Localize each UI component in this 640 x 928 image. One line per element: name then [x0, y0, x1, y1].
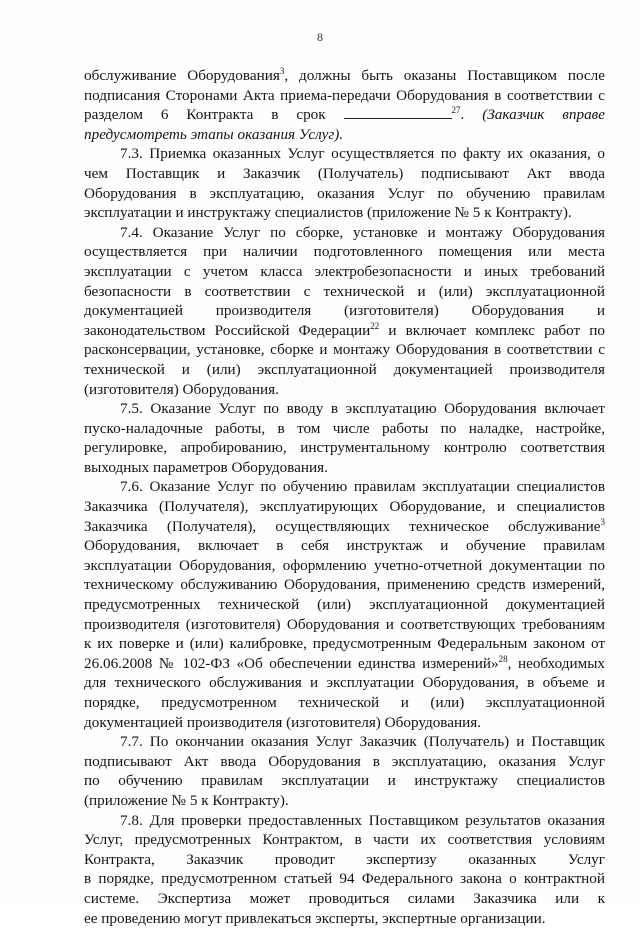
- text-line: эксплуатации и инструктажу специалистов (приложение № 5 к Контракту).: [84, 204, 572, 222]
- text-line: пуско-наладочные работы, в том числе работы по наладке, настройке,: [84, 419, 605, 437]
- text-line: 7.5. Оказание Услуг по вводу в эксплуатацию Оборудования включает: [120, 400, 605, 418]
- paragraph-7-2-continuation: [84, 66, 605, 144]
- paragraph-7-4: [84, 223, 605, 399]
- text-line: 7.6. Оказание Услуг по обучению правилам эксплуатации специалистов: [120, 478, 605, 496]
- footnote-ref: 3: [600, 516, 605, 527]
- text-line: обслуживание Оборудования$^3$, должны быть оказаны Поставщиком после: [84, 66, 605, 84]
- text-line: производителя (изготовителя) Оборудования и соответствующих требованиям: [84, 615, 605, 633]
- text-line: 7.4. Оказание Услуг по сборке, установке и монтажу Оборудования: [120, 223, 605, 241]
- text-line: Заказчика (Получателя), эксплуатирующих Оборудование, и специалистов: [84, 498, 605, 516]
- text-line: для технического обслуживания и эксплуатации Оборудования, в объеме и: [84, 674, 605, 692]
- text-line: 26.06.2008 № 102-ФЗ «Об обеспечении единства измерений»$^{28}$, необходимых: [84, 653, 605, 672]
- paragraph-7-3: [84, 144, 605, 222]
- text-line: (приложение № 5 к Контракту).: [84, 791, 289, 809]
- footnote-ref: 22: [370, 320, 380, 331]
- text-line: подписания Сторонами Акта приема-передачи Оборудования в соответствии с: [84, 86, 605, 104]
- footnote-ref: 3: [279, 66, 285, 76]
- text-line: разделом 6 Контракта в срок $^{27}$. (Заказчик вправе: [84, 105, 605, 124]
- text-line: регулировке, апробированию, инструментальному контролю соответствия: [84, 439, 605, 457]
- text-line: 7.3. Приемка оказанных Услуг осуществляется по факту их оказания, о: [120, 145, 605, 163]
- text-line: законодательством Российской Федерации$^{22}$ и включает комплекс работ по: [84, 320, 605, 339]
- text-line: ее проведению могут привлекаться эксперты, экспертные организации.: [84, 909, 546, 927]
- text-line: Оборудования в эксплуатацию, оказания Услуг по обучению правилам: [84, 184, 605, 202]
- text-line: подписывают Акт ввода Оборудования в эксплуатацию, оказания Услуг: [84, 752, 605, 770]
- text-line: расконсервации, установке, сборке и монтажу Оборудования в соответствии с: [84, 341, 605, 359]
- text-line: в порядке, предусмотренном статьей 94 Федерального закона о контрактной: [84, 870, 605, 888]
- text-line: предусмотренных технической (или) эксплуатационной документацией: [84, 596, 605, 614]
- text-line: 7.7. По окончании оказания Услуг Заказчик (Получатель) и Поставщик: [120, 733, 605, 751]
- text-line: эксплуатации Оборудования, оформлению учетно-отчетной документации по: [84, 556, 605, 574]
- text-line: 7.8. Для проверки предоставленных Поставщиком результатов оказания: [120, 811, 605, 829]
- text-line: Услуг, предусмотренных Контрактом, в части их соответствия условиям: [84, 831, 605, 849]
- text-line: техническому обслуживанию Оборудования, применению средств измерений,: [84, 576, 605, 594]
- text-line: порядке, предусмотренном технической и (или) эксплуатационной: [84, 694, 605, 711]
- text-line: документацией производителя (изготовителя) Оборудования.: [84, 713, 482, 731]
- footnote-ref: 28: [498, 653, 508, 664]
- paragraph-7-8: [84, 811, 605, 928]
- text-line: Заказчика (Получателя), осуществляющих техническое обслуживание$^3$: [84, 516, 605, 535]
- page-number: 8: [317, 30, 323, 44]
- text-line: технической и (или) эксплуатационной документацией производителя: [84, 360, 605, 378]
- text-line: чем Поставщик и Заказчик (Получатель) подписывают Акт ввода: [84, 164, 605, 182]
- text-line: эксплуатации с учетом класса электробезопасности и иных требований: [84, 262, 605, 280]
- text-line: (изготовителя) Оборудования.: [84, 380, 279, 398]
- text-line: Оборудования, включает в себя инструктаж и обучение правилам: [84, 537, 605, 555]
- text-line: документацией производителя (изготовителя) Оборудования и: [84, 302, 605, 320]
- footnote-ref: 27: [451, 105, 461, 116]
- paragraph-7-6: [84, 477, 605, 732]
- paragraph-7-5: [84, 399, 605, 477]
- paragraph-7-7: [84, 732, 605, 810]
- text-line: осуществляется при наличии подготовленного помещения или места: [84, 243, 605, 261]
- text-line: выходных параметров Оборудования.: [84, 458, 328, 476]
- document-body: [84, 66, 605, 928]
- text-line: к их поверке и (или) калибровке, предусмотренным Федеральным законом от: [84, 635, 605, 653]
- text-line: системе. Экспертиза может проводиться силами Заказчика или к: [84, 889, 605, 907]
- text-line: Контракта, Заказчик проводит экспертизу оказанных Услуг: [84, 850, 605, 868]
- blank-field: [344, 106, 452, 119]
- text-line: безопасности в соответствии с технической и (или) эксплуатационной: [84, 282, 605, 300]
- text-line: предусмотреть этапы оказания Услуг).: [84, 125, 344, 143]
- text-line: по обучению правилам эксплуатации и инструктажу специалистов: [84, 772, 605, 790]
